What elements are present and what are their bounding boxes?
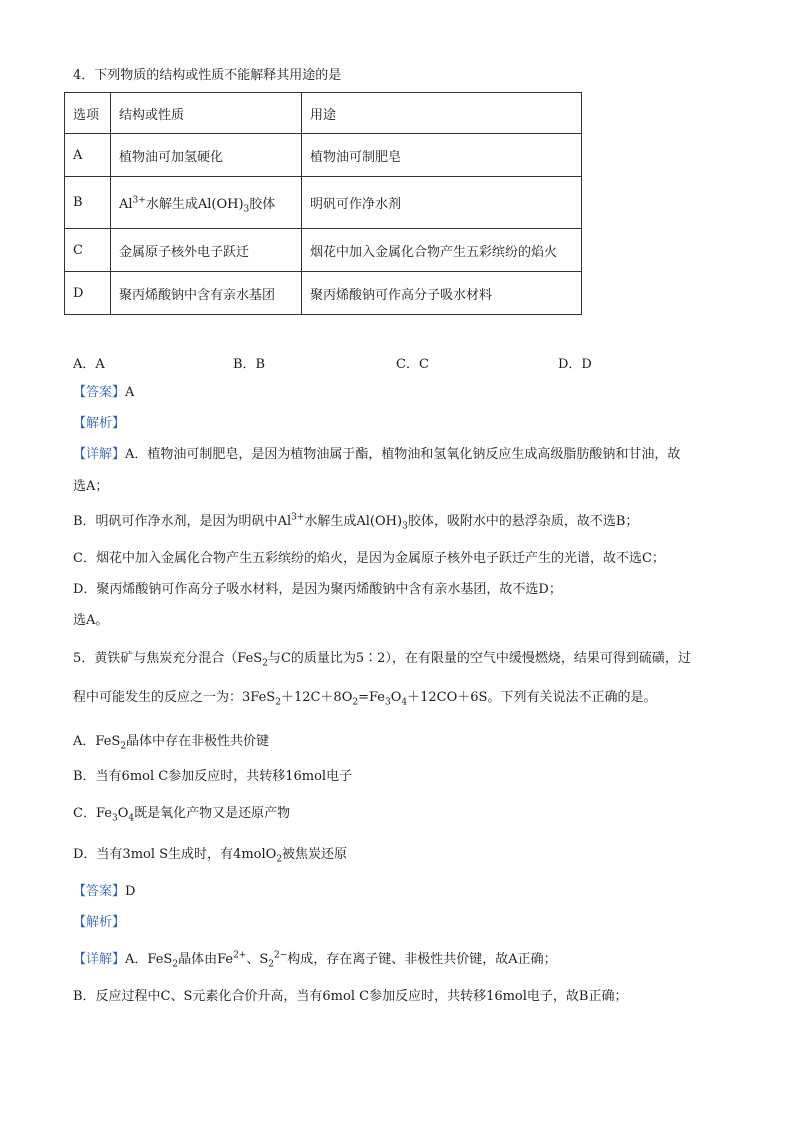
detail-label: 【详解】 [73, 952, 126, 967]
answer-label: 【答案】 [73, 385, 126, 400]
q4-detail-a [73, 445, 680, 465]
stem2-pre: 程中可能发生的反应之一为： [73, 690, 243, 705]
row-use: 明矾可作净水剂 [302, 177, 582, 229]
detail-b-pre: B．明矾可作净水剂，是因为明矾中 [73, 514, 278, 529]
table-header-row [65, 93, 582, 134]
row-property: 金属原子核外电子跃迁 [111, 229, 302, 272]
q5-option-b: B．当有6mol C参加反应时，共转移16mol电子 [73, 769, 353, 784]
row-use: 聚丙烯酸钠可作高分子吸水材料 [302, 272, 582, 315]
detail-a-pre: A． [125, 952, 148, 967]
q4-analysis-label [73, 414, 125, 434]
q5-option-a [73, 732, 269, 752]
header-option: 选项 [65, 93, 111, 134]
subscript: 3 [243, 204, 250, 215]
answer-label: 【答案】 [73, 884, 126, 899]
stem2-post: 。下列有关说法不正确的是。 [487, 690, 657, 705]
formula-fes2: FeS$_2$ [95, 734, 127, 752]
q4-detail-d: D．聚丙烯酸钠可作高分子吸水材料，是因为聚丙烯酸钠中含有亲水基团，故不选D； [73, 582, 562, 597]
stem-pre: 5．黄铁矿与焦炭充分混合（ [73, 651, 238, 666]
table-row [65, 272, 582, 315]
analysis-label: 【解析】 [73, 416, 126, 431]
row-option: C [65, 229, 111, 272]
q4-detail-b [73, 512, 638, 532]
q5-option-d [73, 845, 347, 865]
charge-sup: 3+ [132, 195, 146, 206]
row-use: 植物油可制肥皂 [302, 134, 582, 177]
detail-a-sep: 、 [246, 952, 260, 967]
opt-a-pre: A． [73, 734, 96, 749]
charge-sup: 3+ [291, 512, 305, 523]
opt-c-post: 既是氧化产物又是还原产物 [134, 806, 291, 821]
opt-a-post: 晶体中存在非极性共价键 [126, 734, 270, 749]
formula-o2: $O_2$ [265, 847, 283, 865]
q4-table [64, 92, 582, 315]
detail-label: 【详解】 [73, 447, 126, 462]
option-d: D．D [558, 357, 592, 372]
formula-al: Al [119, 197, 133, 212]
formula-post: 胶体 [249, 197, 276, 212]
q4-answer [73, 383, 134, 403]
q5-analysis-label [73, 913, 125, 933]
opt-c-pre: C． [73, 806, 96, 821]
row-property: 植物油可加氢硬化 [111, 134, 302, 177]
charge-fe: 2+ [233, 950, 247, 961]
option-c: C．C [396, 357, 429, 372]
detail-a-text: A．植物油可制肥皂，是因为植物油属于酯，植物油和氢氧化钠反应生成高级脂肪酸钠和甘油，故 [125, 447, 681, 462]
option-b: B．B [233, 357, 266, 372]
q4-detail-a2: 选A； [73, 479, 109, 494]
answer-value: A [125, 385, 135, 400]
q4-detail-c: C．烟花中加入金属化合物产生五彩缤纷的焰火，是因为金属原子核外电子跃迁产生的光谱，故不选C； [73, 551, 665, 566]
formula-s2: $S_2^{2-}$ [259, 950, 288, 970]
q5-stem-line1 [73, 649, 691, 669]
q5-answer [73, 882, 135, 902]
row-option: B [65, 177, 111, 229]
stem-post: 与C的质量比为5∶2），在有限量的空气中缓慢燃烧，结果可得到硫磺，过 [267, 651, 691, 666]
q4-options [73, 353, 633, 373]
row-option: D [65, 272, 111, 315]
q4-stem: 4．下列物质的结构或性质不能解释其用途的是 [73, 68, 342, 83]
opt-d-pre: D．当有3mol S生成时，有4mol [73, 847, 266, 862]
table-row [65, 229, 582, 272]
subscript: 3 [402, 521, 408, 532]
detail-a-mid: 晶体由Fe [178, 952, 234, 967]
row-property: 聚丙烯酸钠中含有亲水基团 [111, 272, 302, 315]
formula-mid: 水解生成Al(OH) [145, 197, 244, 212]
reaction-equation: $3FeS_2+12C+8O_2=Fe_3O_4+12CO+6S$ [242, 690, 488, 708]
table-row [65, 177, 582, 229]
q5-option-c [73, 804, 290, 824]
header-use: 用途 [302, 93, 582, 134]
analysis-label: 【解析】 [73, 915, 126, 930]
formula-fes2: FeS$_2$ [147, 952, 179, 970]
table-row [65, 134, 582, 177]
row-option: A [65, 134, 111, 177]
formula-fe3o4: $Fe_3O_4$ [95, 806, 135, 824]
q5-detail-a [73, 950, 557, 970]
answer-value: D [125, 884, 136, 899]
detail-b-post: 胶体，吸附水中的悬浮杂质，故不选B； [407, 514, 639, 529]
formula-al: Al [277, 514, 292, 529]
q5-stem-line2 [73, 688, 656, 708]
opt-d-post: 被焦炭还原 [282, 847, 348, 862]
option-a: A．A [73, 357, 105, 372]
q5-detail-b: B．反应过程中C、S元素化合价升高，当有6mol C参加反应时，共转移16mol电子，故B正确； [73, 989, 628, 1004]
formula-mid: 水解生成Al(OH) [304, 514, 403, 529]
row-use: 烟花中加入金属化合物产生五彩缤纷的焰火 [302, 229, 582, 272]
row-property [111, 177, 302, 229]
q4-conclusion: 选A。 [73, 613, 109, 628]
formula-fes2: FeS$_2$ [237, 651, 268, 669]
detail-a-post: 构成，存在离子键、非极性共价键，故A正确； [287, 952, 557, 967]
header-property: 结构或性质 [111, 93, 302, 134]
